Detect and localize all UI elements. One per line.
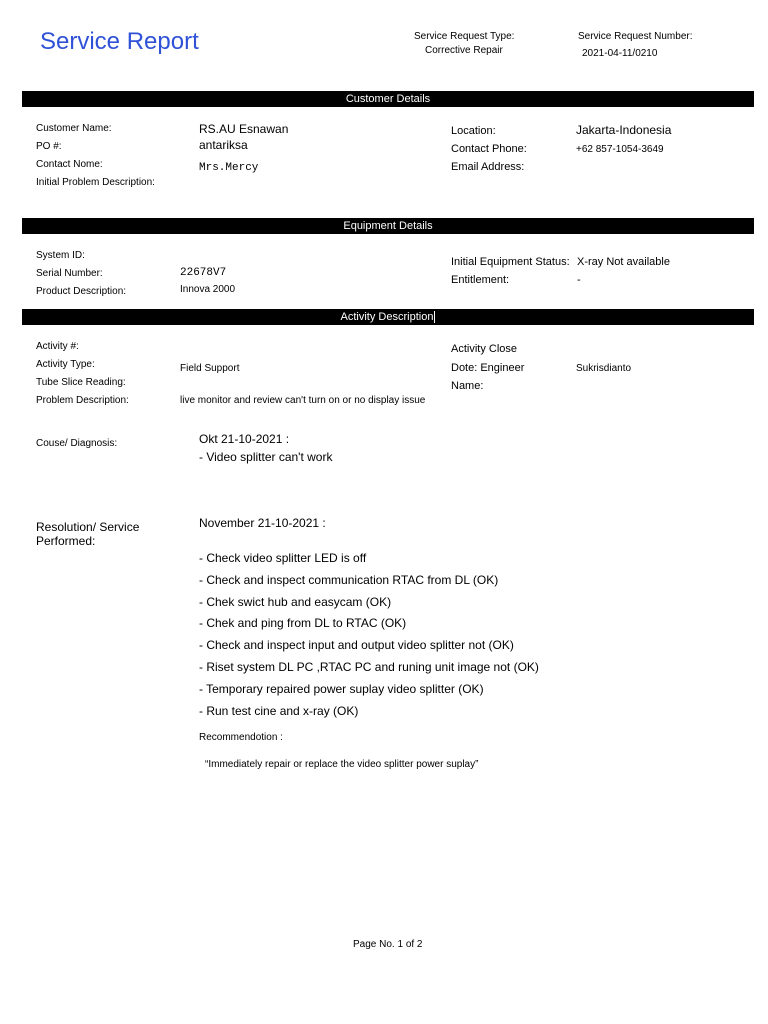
- activity-type-label: Activity Type:: [36, 359, 95, 370]
- problem-description-value: live monitor and review can't turn on or no display issue: [180, 395, 426, 406]
- equipment-status-label: Initial Equipment Status:: [451, 256, 570, 268]
- problem-description-label: Problem Description:: [36, 395, 129, 406]
- engineer-label-line1: Dote: Engineer: [451, 362, 525, 374]
- engineer-label-line2: Name:: [451, 380, 484, 392]
- cause-diagnosis-label: Couse/ Diagnosis:: [36, 438, 118, 449]
- recommendation-text: “Immediately repair or replace the video splitter power suplay”: [205, 759, 479, 770]
- location-label: Location:: [451, 125, 496, 137]
- entitlement-value: -: [577, 274, 581, 286]
- engineer-name-value: Sukrisdianto: [576, 363, 632, 374]
- contact-phone-value: +62 857-1054-3649: [576, 144, 664, 155]
- cause-date: Okt 21-10-2021 :: [199, 432, 290, 446]
- resolution-step: - Riset system DL PC ,RTAC PC and runing unit image not (OK): [199, 660, 539, 674]
- email-label: Email Address:: [451, 161, 525, 173]
- contact-name-label: Contact Nome:: [36, 159, 103, 170]
- serial-number-label: Serial Number:: [36, 268, 103, 279]
- customer-details-header: Customer Details: [22, 91, 754, 107]
- po-label: PO #:: [36, 141, 62, 152]
- customer-name-value: RS.AU Esnawan: [199, 122, 289, 136]
- page-title: Service Report: [40, 28, 199, 55]
- resolution-step: - Temporary repaired power suplay video splitter (OK): [199, 682, 484, 696]
- recommendation-label: Recommendotion :: [199, 732, 283, 743]
- product-description-label: Product Description:: [36, 286, 127, 297]
- tube-slice-label: Tube Slice Reading:: [36, 377, 126, 388]
- resolution-step: - Run test cine and x-ray (OK): [199, 704, 359, 718]
- resolution-date: November 21-10-2021 :: [199, 516, 326, 530]
- resolution-step: - Check and inspect input and output video splitter not (OK): [199, 638, 514, 652]
- cause-text: - Video splitter can't work: [199, 450, 333, 464]
- activity-number-label: Activity #:: [36, 341, 79, 352]
- serial-number-value: 22678V7: [180, 267, 227, 279]
- request-type-label: Service Request Type:: [414, 31, 515, 42]
- equipment-details-header: Equipment Details: [22, 218, 754, 234]
- text-cursor: [434, 311, 435, 323]
- contact-phone-label: Contact Phone:: [451, 143, 527, 155]
- activity-description-header: [22, 309, 754, 325]
- resolution-label-line1: Resolution/ Service: [36, 520, 140, 534]
- resolution-step: - Chek and ping from DL to RTAC (OK): [199, 616, 407, 630]
- system-id-label: System ID:: [36, 250, 85, 261]
- resolution-step: - Check and inspect communication RTAC from DL (OK): [199, 573, 499, 587]
- activity-description-title: Activity Description: [340, 311, 434, 323]
- resolution-step: - Check video splitter LED is off: [199, 551, 367, 565]
- contact-name-value: Mrs.Mercy: [199, 162, 259, 174]
- customer-name-label: Customer Name:: [36, 123, 112, 134]
- equipment-status-value: X-ray Not available: [577, 256, 670, 268]
- activity-type-value: Field Support: [180, 363, 240, 374]
- resolution-step: - Chek swict hub and easycam (OK): [199, 595, 392, 609]
- resolution-label-line2: Performed:: [36, 534, 96, 548]
- page-number: Page No. 1 of 2: [353, 939, 423, 950]
- activity-close-label: Activity Close: [451, 343, 518, 355]
- request-number-label: Service Request Number:: [578, 31, 693, 42]
- product-description-value: Innova 2000: [180, 284, 236, 295]
- location-value: Jakarta-Indonesia: [576, 123, 672, 137]
- request-number-value: 2021-04-11/0210: [582, 48, 658, 59]
- po-value: antariksa: [199, 138, 248, 152]
- request-type-value: Corrective Repair: [425, 45, 503, 56]
- initial-problem-label: Initial Problem Description:: [36, 177, 155, 188]
- entitlement-label: Entitlement:: [451, 274, 510, 286]
